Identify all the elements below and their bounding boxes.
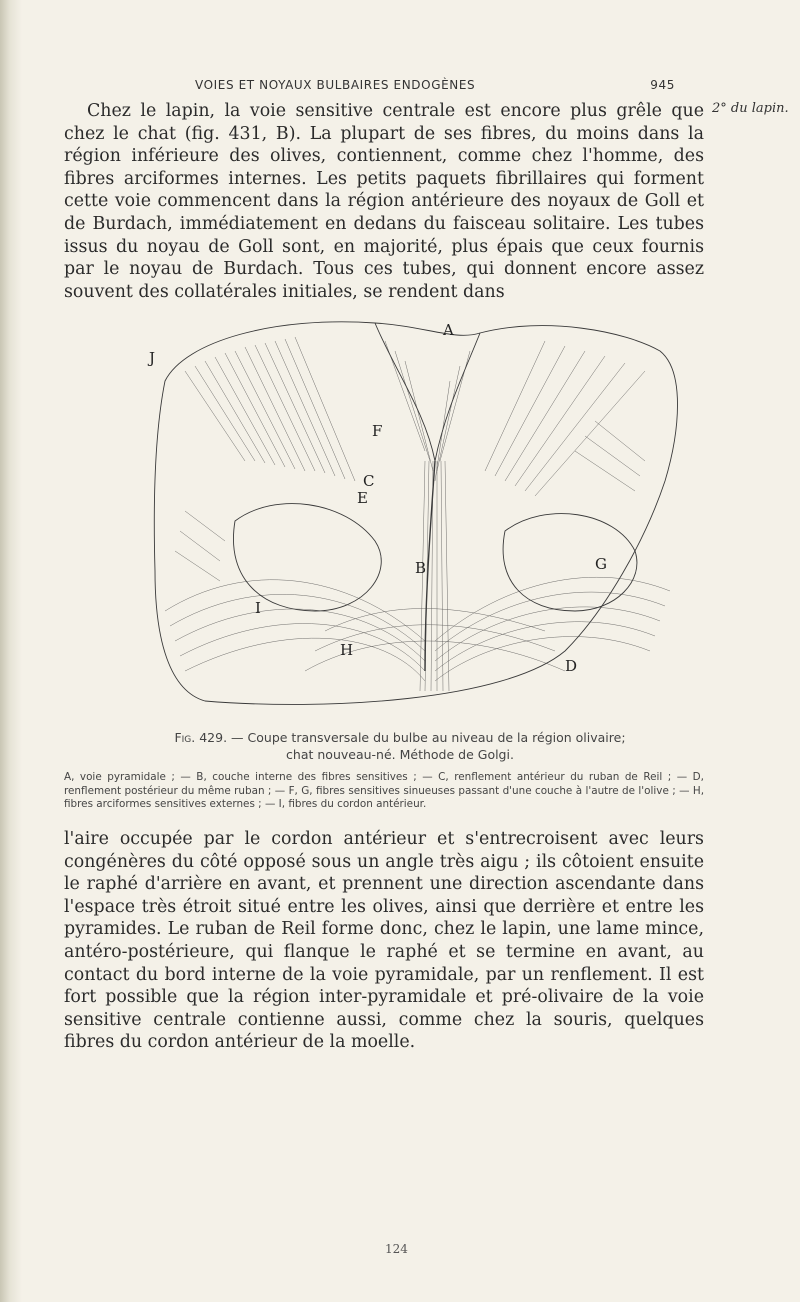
brainstem-section-drawing bbox=[125, 311, 705, 721]
caption-line-2: chat nouveau-né. Méthode de Golgi. bbox=[286, 747, 514, 762]
page-number: 945 bbox=[650, 78, 675, 92]
label-E: E bbox=[357, 489, 368, 507]
figure-legend: A, voie pyramidale ; — B, couche interne des fibres sensitives ; — C, renflement antérieur du ruban de Reil ; — D, renflement postérieur du même ruban ; — F, G, fibres sensitives sinueuses passant d'une couche à l'autre de l'olive ; — H, fibres arciformes sensitives externes ; — I, fibres du cordon antérieur. bbox=[64, 771, 704, 811]
section-outline bbox=[154, 322, 677, 705]
label-F: F bbox=[372, 422, 383, 440]
label-I: I bbox=[255, 599, 261, 617]
label-A: A bbox=[443, 321, 454, 339]
figure-caption bbox=[100, 729, 700, 763]
raphe bbox=[425, 461, 435, 671]
margin-note: 2° du lapin. bbox=[712, 101, 789, 116]
olive-right bbox=[503, 514, 637, 611]
header-title: VOIES ET NOYAUX BULBAIRES ENDOGÈNES bbox=[195, 78, 476, 92]
binding-edge bbox=[0, 0, 22, 1302]
caption-fig-number: Fig. 429. bbox=[174, 730, 228, 745]
signature-folio: 124 bbox=[385, 1242, 408, 1256]
label-D: D bbox=[565, 657, 578, 675]
figure-429 bbox=[125, 311, 705, 721]
label-C: C bbox=[363, 472, 375, 490]
label-H: H bbox=[340, 641, 354, 659]
olive-left bbox=[233, 504, 381, 611]
label-G: G bbox=[595, 555, 607, 573]
label-B: B bbox=[415, 559, 427, 577]
pyramid-dome-left bbox=[375, 323, 435, 461]
paragraph-2: l'aire occupée par le cordon antérieur et s'entrecroisent avec leurs congénères du côté opposé sous un angle très aigu ; ils côtoient ensuite le raphé d'arrière en avant, et prennent une direction ascendante dans l'espace très étroit situé entre les olives, ainsi que derrière et entre les pyramides. Le ruban de Reil forme donc, chez le lapin, une lame mince, antéro-postérieure, qui flanque le raphé et se termine en avant, au contact du bord interne de la voie pyramidale, par un renflement. Il est fort possible que la région inter-pyramidale et pré-olivaire de la voie sensitive centrale contienne aussi, comme chez la souris, quelques fibres du cordon antérieur de la moelle. bbox=[64, 829, 704, 1053]
paragraph-1: Chez le lapin, la voie sensitive centrale est encore plus grêle que chez le chat (fig. 431, B). La plupart de ses fibres, du moins dans la région inférieure des olives, contiennent, comme chez l'homme, des fibres arciformes internes. Les petits paquets fibrillaires qui forment cette voie commencent dans la région antérieure des noyaux de Goll et de Burdach, immédiatement en dedans du faisceau solitaire. Les tubes issus du noyau de Goll sont, en majorité, plus épais que ceux fournis par le noyau de Burdach. Tous ces tubes, qui donnent encore assez souvent des collatérales initiales, se rendent dans bbox=[64, 101, 704, 302]
label-J: J bbox=[149, 349, 156, 367]
caption-line-1: — Coupe transversale du bulbe au niveau de la région olivaire; bbox=[231, 730, 626, 745]
